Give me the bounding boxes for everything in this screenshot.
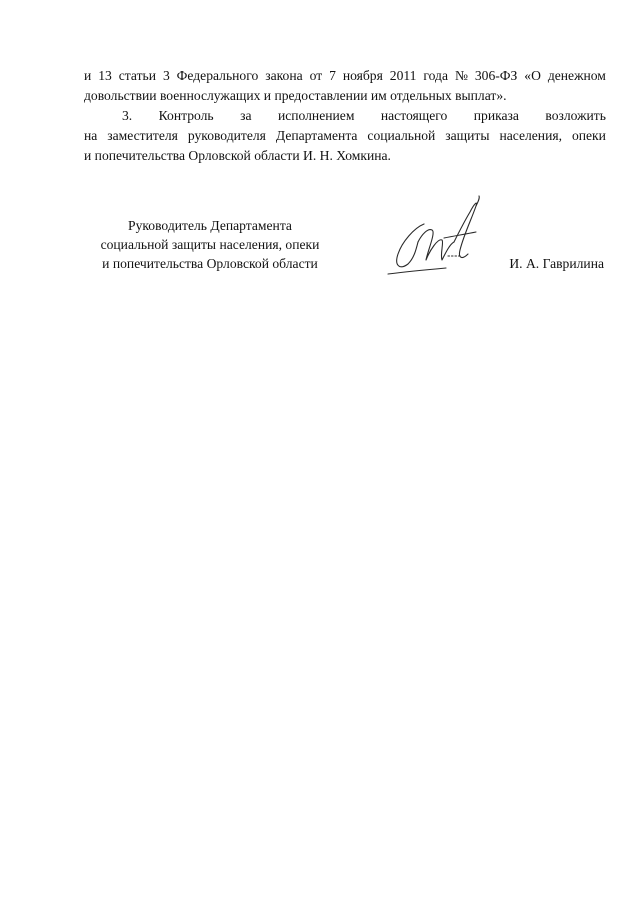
paragraph-3-number: 3. <box>122 108 133 123</box>
paragraph-3-word: приказа <box>473 108 519 123</box>
paragraph-3-word: Контроль <box>158 108 214 123</box>
handwritten-signature-icon <box>384 194 494 284</box>
paragraph-3-word: исполнением <box>277 108 355 123</box>
paragraph-3-first-line <box>84 106 606 126</box>
signer-name: И. А. Гаврилина <box>509 256 604 271</box>
paragraph-2-continuation-line-2: довольствии военнослужащих и предоставлении им отдельных выплат». <box>84 88 507 103</box>
signer-position-line-1: Руководитель Департамента <box>128 218 292 233</box>
paragraph-3-word: за <box>240 108 252 123</box>
signer-position-line-3: и попечительства Орловской области <box>102 256 318 271</box>
paragraph-3-line-2: на заместителя руководителя Департамента социальной защиты населения, опеки <box>84 128 606 143</box>
paragraph-2-continuation-line-1: и 13 статьи 3 Федерального закона от 7 ноября 2011 года № 306-ФЗ «О денежном <box>84 68 606 83</box>
paragraph-3-word: настоящего <box>380 108 448 123</box>
document-body <box>84 66 606 166</box>
signer-position-line-2: социальной защиты населения, опеки <box>100 237 320 252</box>
paragraph-3-word: возложить <box>545 108 606 123</box>
paragraph-3-line-3: и попечительства Орловской области И. Н. Хомкина. <box>84 148 391 163</box>
signer-position <box>84 216 336 273</box>
signature-block <box>84 216 606 286</box>
